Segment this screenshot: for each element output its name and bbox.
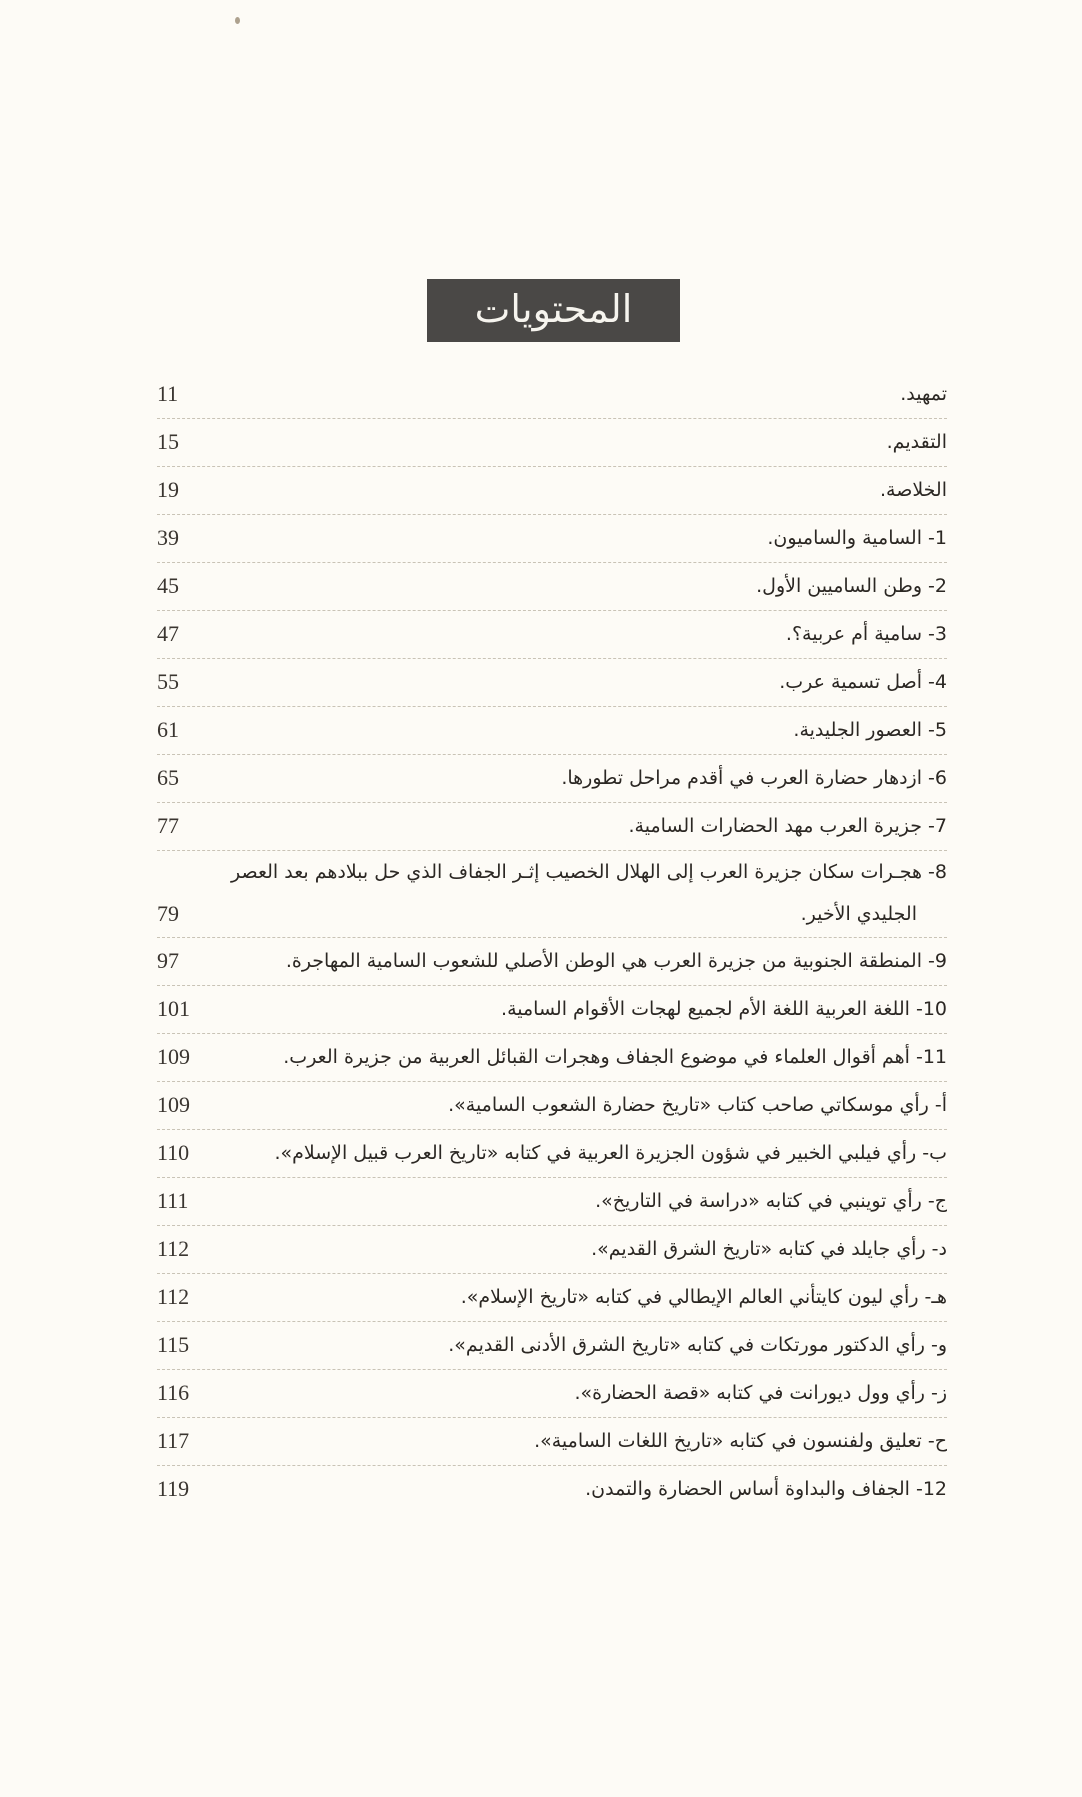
toc-entry-page: 11 xyxy=(157,381,179,406)
toc-subentry-11g[interactable] xyxy=(157,1370,947,1418)
toc-entry-label: 2- وطن الساميين الأول. xyxy=(756,575,947,597)
toc-subentry-11h[interactable] xyxy=(157,1418,947,1466)
toc-entry-chapter-5[interactable] xyxy=(157,707,947,755)
toc-entry-label: 9- المنطقة الجنوبية من جزيرة العرب هي الوطن الأصلي للشعوب السامية المهاجرة. xyxy=(285,950,947,972)
toc-entry-label: 10- اللغة العربية اللغة الأم لجميع لهجات الأقوام السامية. xyxy=(501,998,947,1020)
toc-entry-page: 112 xyxy=(157,1284,190,1309)
toc-entry-chapter-1[interactable] xyxy=(157,515,947,563)
toc-entry-label: 6- ازدهار حضارة العرب في أقدم مراحل تطورها. xyxy=(561,767,947,789)
toc-entry-page: 112 xyxy=(157,1236,190,1261)
toc-entry-chapter-10[interactable] xyxy=(157,986,947,1034)
toc-entry-label: د- رأي جايلد في كتابه «تاريخ الشرق القديم». xyxy=(591,1238,947,1260)
toc-entry-page: 79 xyxy=(157,901,179,926)
toc-entry-preface[interactable] xyxy=(157,419,947,467)
toc-entry-page: 15 xyxy=(157,429,179,454)
toc-entry-page: 117 xyxy=(157,1428,190,1453)
toc-entry-label: ج- رأي توينبي في كتابه «دراسة في التاريخ». xyxy=(595,1190,947,1212)
toc-entry-label: التقديم. xyxy=(886,431,947,453)
toc-entry-page: 97 xyxy=(157,948,179,973)
toc-subentry-11d[interactable] xyxy=(157,1226,947,1274)
toc-entry-page: 61 xyxy=(157,717,179,742)
toc-entry-page: 109 xyxy=(157,1044,190,1069)
toc-entry-label: 4- أصل تسمية عرب. xyxy=(779,671,947,693)
toc-entry-label xyxy=(157,851,947,935)
toc-entry-chapter-2[interactable] xyxy=(157,563,947,611)
toc-entry-label: ح- تعليق ولفنسون في كتابه «تاريخ اللغات السامية». xyxy=(534,1430,947,1452)
toc-subentry-11a[interactable] xyxy=(157,1082,947,1130)
toc-entry-page: 115 xyxy=(157,1332,190,1357)
toc-entry-page: 47 xyxy=(157,621,179,646)
toc-entry-label-line-2: الجليدي الأخير. xyxy=(800,903,917,925)
toc-entry-label: ب- رأي فيلبي الخبير في شؤون الجزيرة العربية في كتابه «تاريخ العرب قبيل الإسلام». xyxy=(274,1142,947,1164)
toc-subentry-11c[interactable] xyxy=(157,1178,947,1226)
toc-entry-label: الخلاصة. xyxy=(879,479,947,501)
toc-entry-label: و- رأي الدكتور مورتكات في كتابه «تاريخ الشرق الأدنى القديم». xyxy=(448,1334,947,1356)
toc-entry-label: تمهيد. xyxy=(900,383,947,405)
table-of-contents xyxy=(157,371,947,1513)
toc-entry-page: 77 xyxy=(157,813,179,838)
toc-entry-label: 12- الجفاف والبداوة أساس الحضارة والتمدن. xyxy=(585,1478,947,1500)
toc-entry-page: 45 xyxy=(157,573,179,598)
toc-entry-label: أ- رأي موسكاتي صاحب كتاب «تاريخ حضارة الشعوب السامية». xyxy=(448,1094,947,1116)
toc-entry-chapter-4[interactable] xyxy=(157,659,947,707)
toc-entry-page: 101 xyxy=(157,996,190,1021)
toc-entry-page: 39 xyxy=(157,525,179,550)
toc-entry-page: 19 xyxy=(157,477,179,502)
toc-entry-chapter-7[interactable] xyxy=(157,803,947,851)
toc-entry-label-line-1: 8- هجـرات سكان جزيرة العرب إلى الهلال الخصيب إثـر الجفاف الذي حل ببلادهم بعد العصر xyxy=(231,861,947,883)
page-title: المحتويات xyxy=(474,286,633,331)
page-title-banner xyxy=(427,279,680,342)
toc-entry-chapter-11[interactable] xyxy=(157,1034,947,1082)
toc-entry-label: هـ- رأي ليون كايتأني العالم الإيطالي في كتابه «تاريخ الإسلام». xyxy=(460,1286,947,1308)
toc-subentry-11e[interactable] xyxy=(157,1274,947,1322)
toc-entry-chapter-6[interactable] xyxy=(157,755,947,803)
toc-entry-page: 109 xyxy=(157,1092,190,1117)
toc-entry-page: 110 xyxy=(157,1140,190,1165)
toc-entry-chapter-3[interactable] xyxy=(157,611,947,659)
toc-entry-page: 111 xyxy=(157,1188,189,1213)
toc-subentry-11b[interactable] xyxy=(157,1130,947,1178)
toc-entry-summary[interactable] xyxy=(157,467,947,515)
toc-entry-chapter-9[interactable] xyxy=(157,938,947,986)
paper-speck xyxy=(235,17,240,24)
toc-entry-label: 5- العصور الجليدية. xyxy=(793,719,947,741)
toc-entry-page: 55 xyxy=(157,669,179,694)
toc-entry-label: ز- رأي وول ديورانت في كتابه «قصة الحضارة». xyxy=(574,1382,947,1404)
toc-subentry-11f[interactable] xyxy=(157,1322,947,1370)
toc-entry-chapter-12[interactable] xyxy=(157,1466,947,1513)
toc-entry-introduction[interactable] xyxy=(157,371,947,419)
toc-entry-label: 3- سامية أم عربية؟. xyxy=(785,623,947,645)
toc-entry-page: 119 xyxy=(157,1476,190,1501)
toc-entry-label: 7- جزيرة العرب مهد الحضارات السامية. xyxy=(628,815,947,837)
toc-entry-chapter-8[interactable] xyxy=(157,851,947,938)
toc-entry-label: 11- أهم أقوال العلماء في موضوع الجفاف وهجرات القبائل العربية من جزيرة العرب. xyxy=(283,1046,947,1068)
toc-entry-page: 65 xyxy=(157,765,179,790)
toc-entry-page: 116 xyxy=(157,1380,190,1405)
toc-entry-label: 1- السامية والساميون. xyxy=(767,527,947,549)
